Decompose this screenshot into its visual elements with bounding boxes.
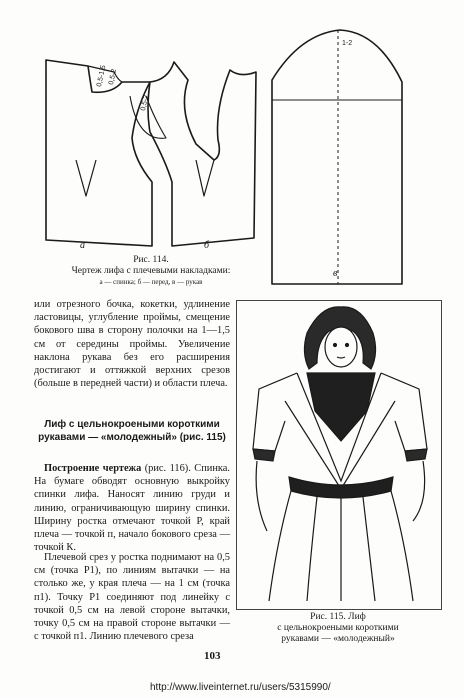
page-number: 103 [204,650,221,662]
paragraph-intro: или отрезного бочка, кокетки, удлинение ластовицы, углубление проймы, смещение бокового шва в сторону полочки на 1—1,5 см от середины проймы. Увеличение наклона рукава без его расширения достигают и оттяжкой верхних срезов (больше в передней части) и области плеча. [34,299,230,390]
figure-114-title: Рис. 114. [133,255,169,265]
footer-url[interactable]: http://www.liveinternet.ru/users/5315990/ [150,682,331,693]
figure-114-caption-line: Чертеж лифа с плечевыми накладками: [71,266,231,276]
figure-115-caption-line2: рукавами — «молодежный» [281,634,395,644]
label-b: б [204,240,210,251]
figure-114-caption [40,255,262,288]
figure-114-caption-parts: а — спинка; б — перед, в — рукав [99,278,203,286]
figure-115-illustration [237,301,441,609]
figure-115-caption [236,612,440,645]
paragraph-construction [34,462,230,554]
figure-115-title: Рис. 115. Лиф [310,612,366,622]
measure-label-2: 0,5-2 [108,68,119,86]
construction-lead: Построение чертежа [44,463,142,474]
paragraph-shoulder: Плечевой срез у ростка поднимают на 0,5 см (точка P1), по линиям вытачки — на столько же, у края плеча — на 1 см (точка п1). Точку P1 соединяют под линейку с точкой 0,5 см на левой стороне вытачки, точку 0,5 см на правой стороне вытачки — с точкой п1. Линию плечевого среза [34,552,230,643]
label-v: в [333,268,338,279]
label-a: а [80,240,85,251]
construction-text: Спинка. На бумаге обводят основную выкройку спинки лифа. Наносят линию груди и линию, ограничивающую ширину спинки. Ширину ростка отмечают точкой P, край плеча — точкой п, начало бокового среза — точкой К. [34,463,230,554]
figure-115-caption-line1: с цельнокроеными короткими [277,623,399,633]
section-heading: Лиф с цельнокроеными короткими рукавами — «молодежный» (рис. 115) [38,419,226,443]
construction-ref: (рис. 116). [141,463,191,474]
front-pattern-piece [148,62,256,246]
measure-label-3: 0,5-2 [140,94,151,112]
sleeve-pattern-piece [272,30,402,284]
figure-115-frame [236,300,442,610]
measure-label-1: 0,5-1,5 [96,64,108,88]
sleeve-mark-label: 1-2 [342,40,353,47]
back-pattern-piece [46,60,152,246]
